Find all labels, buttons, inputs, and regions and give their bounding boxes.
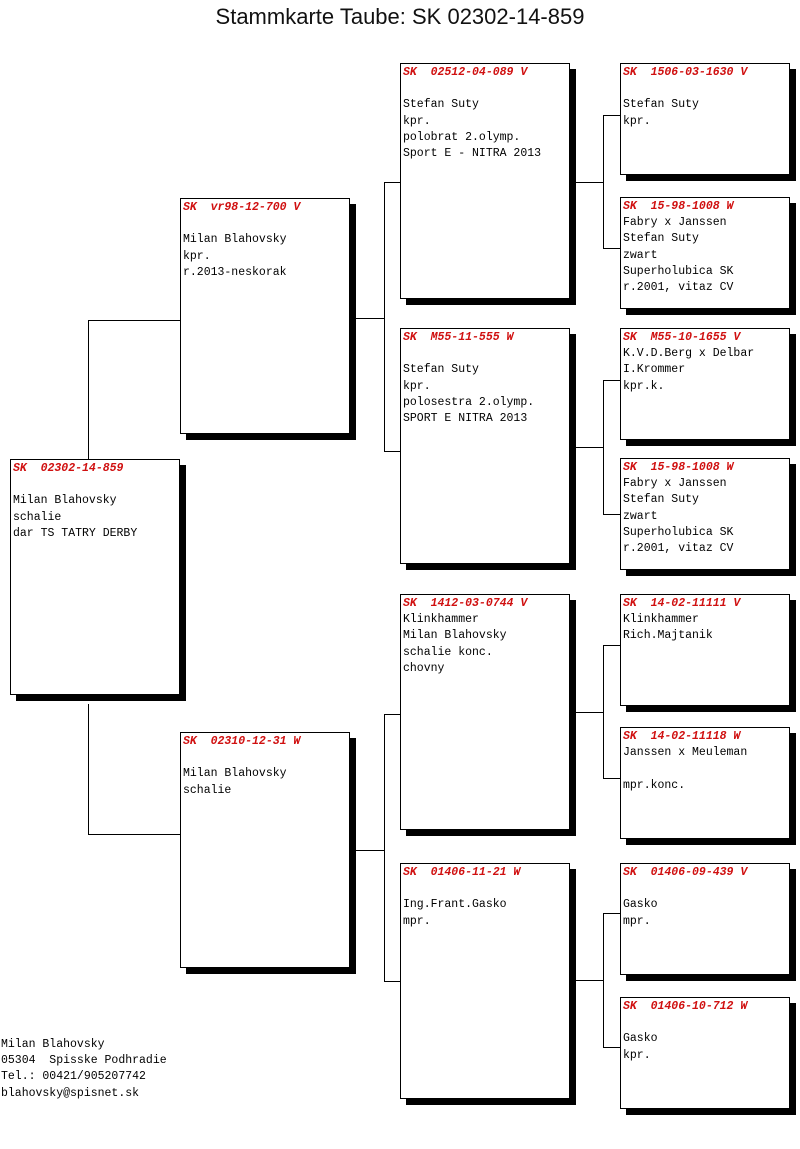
card-text-line: schalie (13, 510, 62, 524)
card-text-line (623, 1015, 787, 1031)
pedigree-card-sd-sire (620, 328, 790, 440)
page-title: Stammkarte Taube: SK 02302-14-859 (215, 4, 585, 29)
card-text-line (403, 346, 567, 362)
pedigree-card-dam-sire (400, 594, 570, 830)
card-text-line: Stefan Suty (403, 363, 479, 377)
card-text-line: kpr. (183, 249, 211, 263)
card-text-line (183, 216, 347, 232)
ring-number: SK vr98-12-700 V (183, 201, 301, 214)
card-text-line (623, 81, 787, 97)
ring-number: SK 1506-03-1630 V (623, 66, 748, 79)
pedigree-card-dd-sire (620, 863, 790, 975)
ring-number: SK 01406-10-712 W (623, 1000, 748, 1013)
card-text-line: zwart (623, 509, 658, 523)
pedigree-card-sd-dam (620, 458, 790, 570)
card-text-line: Milan Blahovsky (403, 629, 507, 643)
card-text-line: r.2013-neskorak (183, 265, 287, 279)
card-text-line: r.2001, vitaz CV (623, 281, 734, 295)
card-text-line: Superholubica SK (623, 525, 734, 539)
card-text-line: Stefan Suty (623, 98, 699, 112)
owner-email: blahovsky@spisnet.sk (1, 1086, 140, 1100)
ring-number: SK 1412-03-0744 V (403, 597, 528, 610)
card-text-line (403, 881, 567, 897)
card-text-line: Rich.Majtanik (623, 629, 713, 643)
ring-number: SK 14-02-11118 W (623, 730, 741, 743)
ring-number: SK 02310-12-31 W (183, 735, 301, 748)
pedigree-card-dam (180, 732, 350, 968)
card-text-line: Janssen x Meuleman (623, 746, 748, 759)
ring-number: SK M55-11-555 W (403, 331, 514, 344)
card-text-line: Milan Blahovsky (13, 494, 117, 508)
owner-phone: Tel.: 00421/905207742 (1, 1070, 146, 1084)
card-text-line: kpr. (403, 379, 431, 393)
card-text-line: Ing.Frant.Gasko (403, 898, 507, 912)
card-text-line: Stefan Suty (623, 232, 699, 246)
pedigree-card-ds-sire (620, 594, 790, 706)
owner-address: 05304 Spisske Podhradie (1, 1054, 167, 1068)
card-text-line: Stefan Suty (403, 98, 479, 112)
card-text-line: schalie (183, 783, 232, 797)
ring-number: SK 14-02-11111 V (623, 597, 741, 610)
card-text-line: kpr.k. (623, 379, 665, 393)
card-text-line: Klinkhammer (623, 613, 699, 626)
ring-number: SK 15-98-1008 W (623, 461, 734, 474)
pedigree-card-sire-sire (400, 63, 570, 299)
pedigree-card-sire-dam (400, 328, 570, 564)
card-text-line: mpr. (403, 914, 431, 928)
card-text-line: Gasko (623, 1032, 658, 1046)
card-text-line: r.2001, vitaz CV (623, 542, 734, 556)
card-text-line (623, 761, 787, 777)
card-text-line: kpr. (403, 114, 431, 128)
card-text-line: SPORT E NITRA 2013 (403, 412, 528, 426)
card-text-line: Stefan Suty (623, 493, 699, 507)
pedigree-card-dam-dam (400, 863, 570, 1099)
card-text-line (623, 881, 787, 897)
card-text-line: K.V.D.Berg x Delbar (623, 347, 755, 360)
card-text-line: kpr. (623, 114, 651, 128)
card-text-line: Klinkhammer (403, 613, 479, 626)
owner-name: Milan Blahovsky (1, 1038, 105, 1051)
card-text-line: Sport E - NITRA 2013 (403, 147, 542, 161)
card-text-line: chovny (403, 661, 445, 675)
card-text-line: Fabry x Janssen (623, 477, 727, 490)
card-text-line: mpr.konc. (623, 778, 686, 792)
card-text-line: polosestra 2.olymp. (403, 395, 535, 409)
card-text-line: Superholubica SK (623, 264, 734, 278)
card-text-line: Gasko (623, 898, 658, 912)
ring-number: SK 02512-04-089 V (403, 66, 528, 79)
ring-number: SK M55-10-1655 V (623, 331, 741, 344)
card-text-line: zwart (623, 248, 658, 262)
card-text-line (183, 750, 347, 766)
card-text-line: Milan Blahovsky (183, 767, 287, 781)
card-text-line: I.Krommer (623, 363, 686, 377)
pedigree-card-ss-sire (620, 63, 790, 175)
pedigree-card-ds-dam (620, 727, 790, 839)
card-text-line (13, 477, 177, 493)
pedigree-card-dd-dam (620, 997, 790, 1109)
pedigree-card-sire (180, 198, 350, 434)
pedigree-card-ss-dam (620, 197, 790, 309)
ring-number: SK 01406-09-439 V (623, 866, 748, 879)
card-text-line: kpr. (623, 1048, 651, 1062)
ring-number: SK 15-98-1008 W (623, 200, 734, 213)
ring-number: SK 01406-11-21 W (403, 866, 521, 879)
card-text-line: Fabry x Janssen (623, 216, 727, 229)
card-text-line: schalie konc. (403, 645, 493, 659)
card-text-line: mpr. (623, 914, 651, 928)
pedigree-card-subject (10, 459, 180, 695)
card-text-line: dar TS TATRY DERBY (13, 526, 138, 540)
card-text-line (403, 81, 567, 97)
owner-info (1, 1037, 167, 1102)
card-text-line: polobrat 2.olymp. (403, 130, 521, 144)
ring-number: SK 02302-14-859 (13, 462, 124, 475)
card-text-line: Milan Blahovsky (183, 233, 287, 247)
